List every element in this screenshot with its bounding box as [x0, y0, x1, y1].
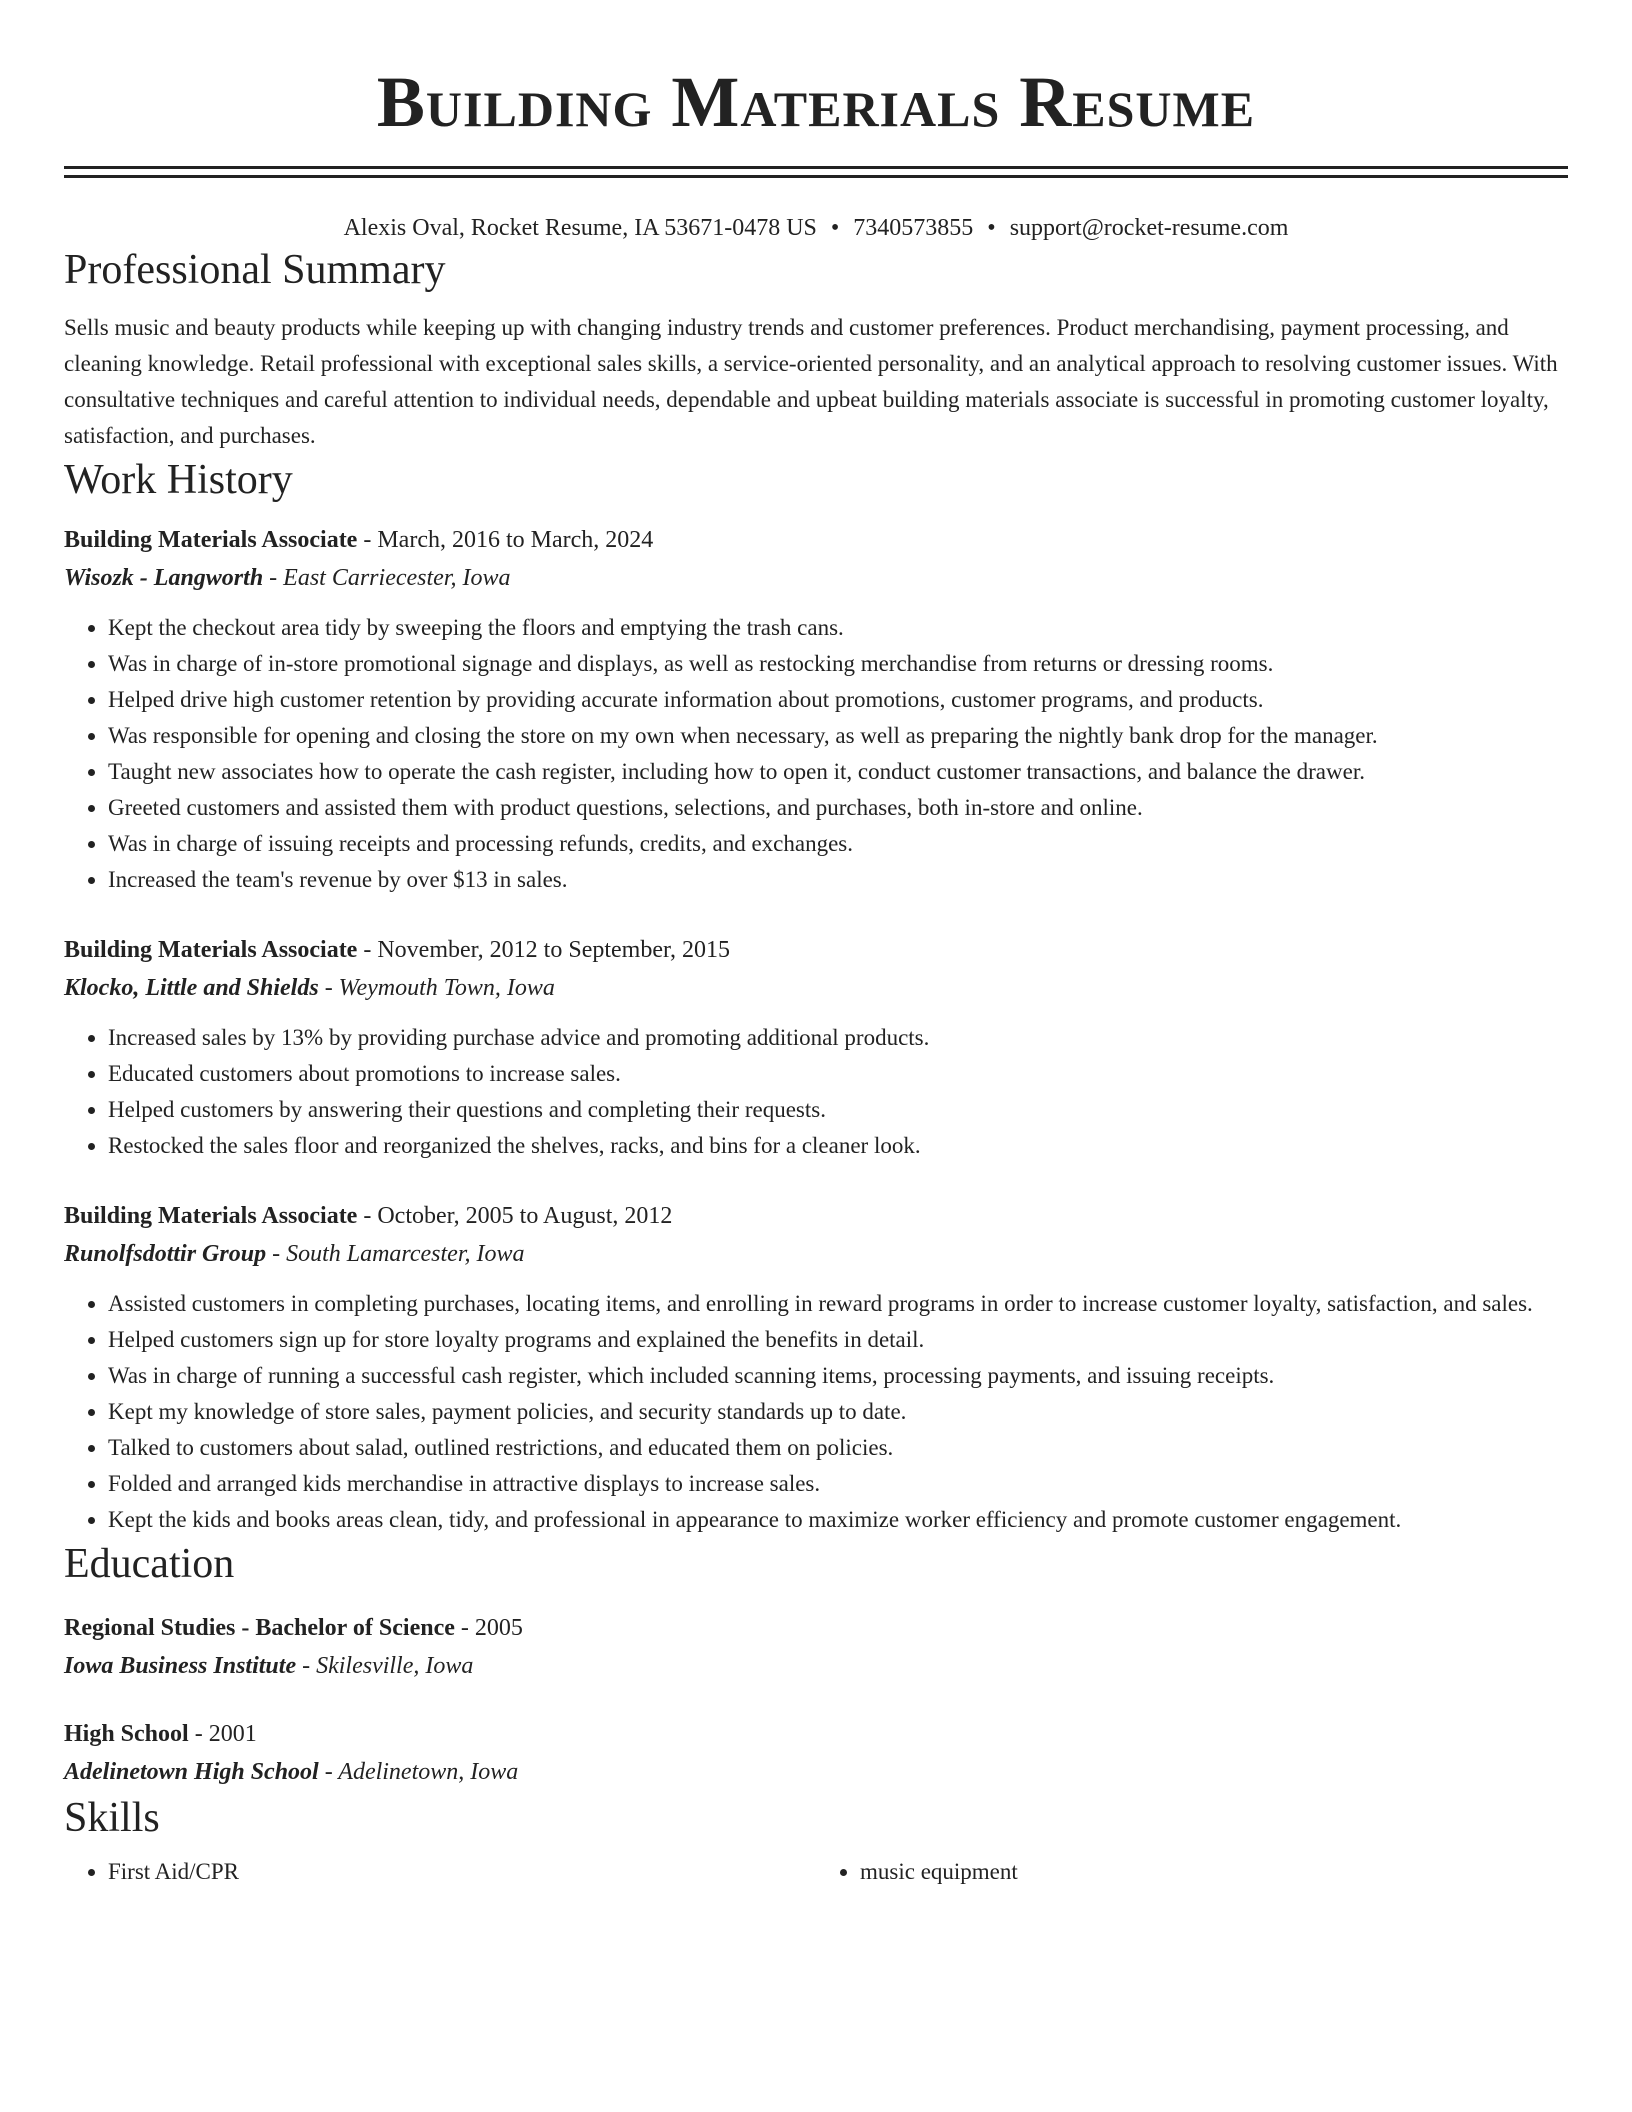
summary-text: Sells music and beauty products while keeping up with changing industry trends and customer preferences. Product merchandising, payment processing, and cleaning knowledge. Retail professional with exceptional sales skills, a service-oriented personality, and an analytical approach to resolving customer issues. With consultative techniques and careful attention to individual needs, dependable and upbeat building materials associate is successful in promoting customer loyalty, satisfaction, and purchases.	[64, 315, 1558, 448]
job-dates: - March, 2016 to March, 2024	[357, 527, 654, 553]
job-role: Building Materials Associate	[64, 1203, 358, 1229]
job-title-line	[64, 932, 1568, 968]
job-entry	[64, 522, 1568, 898]
job-bullet: • Was in charge of issuing receipts and processing refunds, credits, and exchanges.	[108, 826, 1568, 862]
job-title-line	[64, 1198, 1568, 1234]
job-role: Building Materials Associate	[64, 937, 358, 963]
contact-line	[64, 212, 1568, 244]
education-school: Adelinetown High School	[64, 1759, 319, 1785]
education-entry	[64, 1716, 1568, 1792]
job-company-line	[64, 968, 1568, 1008]
job-role: Building Materials Associate	[64, 527, 358, 553]
job-bullet: • Kept the kids and books areas clean, tidy, and professional in appearance to maximize worker efficiency and promote customer engagement.	[108, 1502, 1568, 1538]
job-company: Runolfsdottir Group	[64, 1241, 267, 1267]
job-bullet: • Was in charge of in-store promotional signage and displays, as well as restocking merchandise from returns or dressing rooms.	[108, 646, 1568, 682]
education-year: - 2001	[188, 1721, 257, 1747]
job-bullet: • Talked to customers about salad, outlined restrictions, and educated them on policies.	[108, 1430, 1568, 1466]
job-bullet: • Greeted customers and assisted them with product questions, selections, and purchases, both in-store and online.	[108, 790, 1568, 826]
job-bullet: • Restocked the sales floor and reorganized the shelves, racks, and bins for a cleaner look.	[108, 1128, 1568, 1164]
job-bullet: • Was responsible for opening and closing the store on my own when necessary, as well as preparing the nightly bank drop for the manager.	[108, 718, 1568, 754]
job-bullet: • Kept the checkout area tidy by sweeping the floors and emptying the trash cans.	[108, 610, 1568, 646]
job-bullet: • Was in charge of running a successful cash register, which included scanning items, processing payments, and issuing receipts.	[108, 1358, 1568, 1394]
job-company-line	[64, 1234, 1568, 1274]
title-rule-top	[64, 166, 1568, 169]
job-dates: - November, 2012 to September, 2015	[357, 937, 731, 963]
job-bullets	[64, 1286, 1568, 1538]
skills-column-left	[64, 1854, 816, 1890]
job-company-line	[64, 558, 1568, 598]
work-history-heading: Work History	[64, 457, 293, 503]
job-bullet: • Kept my knowledge of store sales, payment policies, and security standards up to date.	[108, 1394, 1568, 1430]
education-degree: Regional Studies - Bachelor of Science	[64, 1615, 455, 1641]
education-degree-line	[64, 1716, 1568, 1752]
job-entry	[64, 1198, 1568, 1538]
job-bullets	[64, 1020, 1568, 1164]
skill-item: • music equipment	[860, 1854, 1568, 1890]
job-bullet: • Helped customers by answering their questions and completing their requests.	[108, 1092, 1568, 1128]
education-school-line	[64, 1646, 1568, 1686]
job-bullet: • Helped drive high customer retention by providing accurate information about promotions, customer programs, and products.	[108, 682, 1568, 718]
education-year: - 2005	[454, 1615, 523, 1641]
job-company: Wisozk - Langworth	[64, 565, 264, 591]
job-location: - Weymouth Town, Iowa	[318, 975, 555, 1001]
skill-item: • First Aid/CPR	[108, 1854, 816, 1890]
skills-heading: Skills	[64, 1795, 160, 1841]
resume-title: Building Materials Resume	[376, 62, 1256, 142]
contact-email: support@rocket-resume.com	[1009, 215, 1289, 241]
job-bullets	[64, 610, 1568, 898]
job-bullet: • Increased sales by 13% by providing purchase advice and promoting additional products.	[108, 1020, 1568, 1056]
job-location: - East Carriecester, Iowa	[263, 565, 511, 591]
summary-heading: Professional Summary	[64, 247, 446, 293]
job-title-line	[64, 522, 1568, 558]
job-company: Klocko, Little and Shields	[64, 975, 319, 1001]
education-location: - Skilesville, Iowa	[296, 1653, 474, 1679]
contact-separator: •	[987, 215, 996, 241]
job-bullet: • Helped customers sign up for store loyalty programs and explained the benefits in detail.	[108, 1322, 1568, 1358]
education-degree-line	[64, 1610, 1568, 1646]
job-bullet: • Folded and arranged kids merchandise in attractive displays to increase sales.	[108, 1466, 1568, 1502]
job-location: - South Lamarcester, Iowa	[266, 1241, 525, 1267]
contact-separator: •	[830, 215, 840, 241]
education-degree: High School	[64, 1721, 189, 1747]
job-bullet: • Taught new associates how to operate the cash register, including how to open it, conduct customer transactions, and balance the drawer.	[108, 754, 1568, 790]
education-school: Iowa Business Institute	[64, 1653, 297, 1679]
skills-list	[64, 1854, 1568, 1890]
skills-column-right	[816, 1854, 1568, 1890]
contact-phone: 7340573855	[853, 215, 974, 241]
title-rule-bottom	[64, 175, 1568, 178]
job-bullet: • Assisted customers in completing purchases, locating items, and enrolling in reward programs in order to increase customer loyalty, satisfaction, and sales.	[108, 1286, 1568, 1322]
education-location: - Adelinetown, Iowa	[318, 1759, 519, 1785]
job-dates: - October, 2005 to August, 2012	[357, 1203, 673, 1229]
job-bullet: • Educated customers about promotions to increase sales.	[108, 1056, 1568, 1092]
education-school-line	[64, 1752, 1568, 1792]
job-bullet: • Increased the team's revenue by over $13 in sales.	[108, 862, 1568, 898]
job-entry	[64, 932, 1568, 1164]
education-entry	[64, 1610, 1568, 1686]
contact-address: Alexis Oval, Rocket Resume, IA 53671-0478 US	[343, 215, 817, 241]
education-heading: Education	[64, 1541, 235, 1587]
